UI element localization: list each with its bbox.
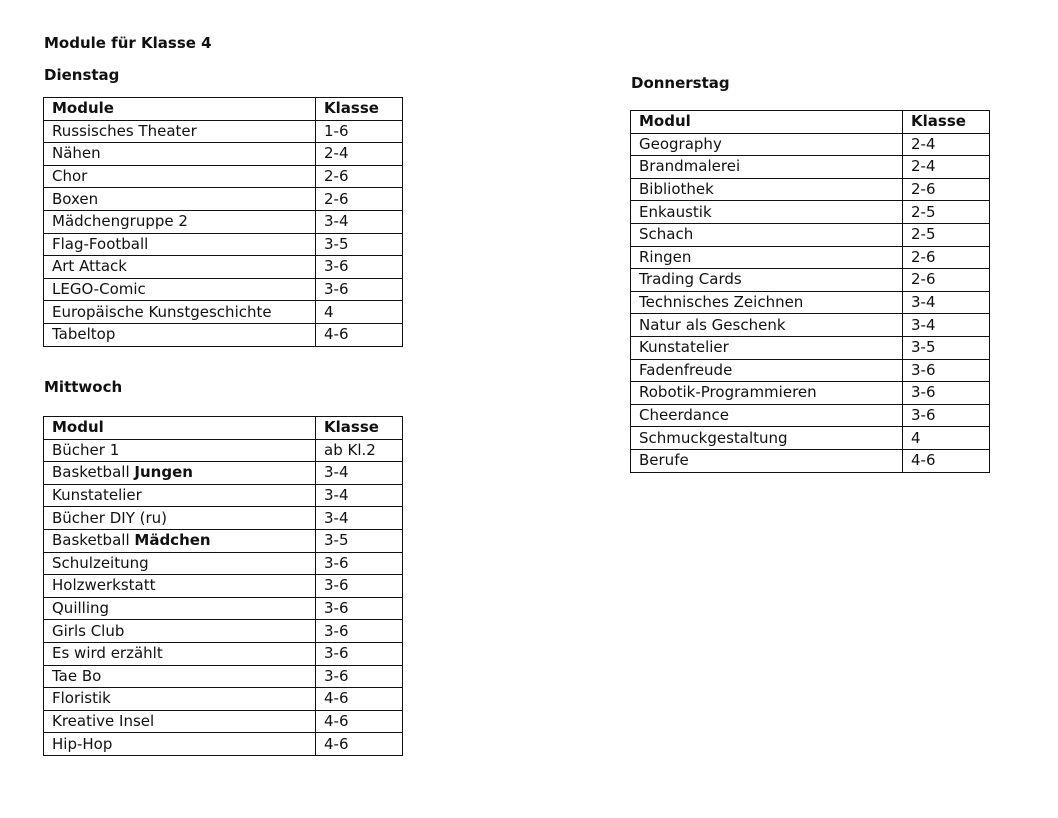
cell-klasse: 3-4 bbox=[316, 210, 403, 233]
cell-modul bbox=[44, 323, 316, 346]
table-row bbox=[44, 529, 403, 552]
modul-name: Flag-Football bbox=[52, 234, 149, 253]
table-header-row bbox=[44, 98, 403, 121]
table-row bbox=[44, 688, 403, 711]
cell-modul bbox=[44, 575, 316, 598]
table-row bbox=[631, 269, 990, 292]
cell-modul bbox=[44, 665, 316, 688]
modul-name: Mädchengruppe 2 bbox=[52, 212, 188, 231]
table-row bbox=[44, 620, 403, 643]
table-row bbox=[44, 210, 403, 233]
table-row bbox=[631, 382, 990, 405]
cell-modul bbox=[44, 439, 316, 462]
cell-modul bbox=[631, 178, 903, 201]
table-row bbox=[631, 223, 990, 246]
table-row bbox=[44, 665, 403, 688]
page-title: Module für Klasse 4 bbox=[44, 34, 212, 52]
table-row bbox=[631, 178, 990, 201]
cell-klasse: 2-6 bbox=[903, 178, 990, 201]
cell-modul bbox=[44, 642, 316, 665]
cell-klasse: 3-4 bbox=[903, 291, 990, 314]
modul-name: Kunstatelier bbox=[52, 486, 142, 505]
cell-klasse: 2-4 bbox=[316, 143, 403, 166]
cell-modul bbox=[44, 278, 316, 301]
modul-name: Cheerdance bbox=[639, 406, 730, 425]
cell-klasse: 3-5 bbox=[903, 336, 990, 359]
modul-name: Enkaustik bbox=[639, 202, 712, 221]
cell-modul bbox=[44, 462, 316, 485]
column-header-klasse: Klasse bbox=[316, 98, 403, 121]
modul-name: Basketball bbox=[52, 531, 135, 550]
cell-modul bbox=[44, 507, 316, 530]
modul-name: Technisches Zeichnen bbox=[639, 293, 804, 312]
cell-modul bbox=[44, 120, 316, 143]
modul-name: Schulzeitung bbox=[52, 553, 149, 572]
modul-name: Schmuckgestaltung bbox=[639, 428, 788, 447]
cell-modul bbox=[44, 552, 316, 575]
cell-klasse: 4-6 bbox=[316, 710, 403, 733]
cell-klasse: 3-6 bbox=[903, 359, 990, 382]
table-row bbox=[631, 449, 990, 472]
cell-modul bbox=[44, 256, 316, 279]
table-row bbox=[631, 359, 990, 382]
table-row bbox=[631, 201, 990, 224]
modul-name: Fadenfreude bbox=[639, 360, 733, 379]
modul-name: Art Attack bbox=[52, 257, 127, 276]
cell-modul bbox=[44, 188, 316, 211]
table-row bbox=[631, 336, 990, 359]
modul-name: Robotik-Programmieren bbox=[639, 383, 817, 402]
heading-donnerstag: Donnerstag bbox=[631, 74, 730, 92]
cell-modul bbox=[44, 301, 316, 324]
column-header-modul: Module bbox=[44, 98, 316, 121]
cell-klasse: 3-4 bbox=[903, 314, 990, 337]
table-row bbox=[44, 256, 403, 279]
modul-name: Chor bbox=[52, 167, 88, 186]
cell-klasse: 4 bbox=[903, 427, 990, 450]
modul-name: Girls Club bbox=[52, 621, 125, 640]
cell-modul bbox=[44, 165, 316, 188]
table-row bbox=[44, 188, 403, 211]
cell-klasse: 2-4 bbox=[903, 156, 990, 179]
cell-modul bbox=[631, 427, 903, 450]
cell-klasse: 3-4 bbox=[316, 507, 403, 530]
modul-name: Es wird erzählt bbox=[52, 644, 163, 663]
table-header-row bbox=[44, 417, 403, 440]
cell-modul bbox=[631, 133, 903, 156]
modul-name: Natur als Geschenk bbox=[639, 315, 786, 334]
table-row bbox=[44, 462, 403, 485]
cell-klasse: 2-5 bbox=[903, 201, 990, 224]
column-header-modul: Modul bbox=[631, 111, 903, 134]
column-header-modul: Modul bbox=[44, 417, 316, 440]
cell-klasse: 3-6 bbox=[316, 552, 403, 575]
cell-modul bbox=[44, 733, 316, 756]
table-row bbox=[631, 246, 990, 269]
modul-name: Bücher DIY (ru) bbox=[52, 508, 167, 527]
cell-klasse: 4-6 bbox=[316, 733, 403, 756]
table-row bbox=[44, 120, 403, 143]
table-row bbox=[631, 314, 990, 337]
cell-modul bbox=[44, 597, 316, 620]
modul-emphasis: Jungen bbox=[134, 463, 193, 482]
cell-modul bbox=[44, 143, 316, 166]
table-row bbox=[44, 233, 403, 256]
modul-emphasis: Mädchen bbox=[134, 531, 211, 550]
modul-name: Trading Cards bbox=[639, 270, 742, 289]
table-row bbox=[44, 484, 403, 507]
modul-name: Hip-Hop bbox=[52, 734, 113, 753]
table-donnerstag bbox=[630, 110, 990, 473]
table-row bbox=[44, 710, 403, 733]
column-header-klasse: Klasse bbox=[903, 111, 990, 134]
modul-name: Europäische Kunstgeschichte bbox=[52, 302, 272, 321]
cell-klasse: 2-6 bbox=[903, 269, 990, 292]
modul-name: Bücher 1 bbox=[52, 440, 120, 459]
cell-klasse: 3-6 bbox=[903, 404, 990, 427]
cell-klasse: 4-6 bbox=[316, 323, 403, 346]
table-row bbox=[44, 301, 403, 324]
modul-name: Holzwerkstatt bbox=[52, 576, 156, 595]
table-row bbox=[44, 165, 403, 188]
modul-name: Nähen bbox=[52, 144, 101, 163]
modul-name: Kunstatelier bbox=[639, 338, 729, 357]
modul-name: Schach bbox=[639, 225, 694, 244]
cell-modul bbox=[631, 246, 903, 269]
cell-klasse: 4-6 bbox=[903, 449, 990, 472]
table-row bbox=[44, 733, 403, 756]
column-header-klasse: Klasse bbox=[316, 417, 403, 440]
modul-name: Bibliothek bbox=[639, 180, 714, 199]
modul-name: Boxen bbox=[52, 189, 99, 208]
cell-klasse: 2-6 bbox=[316, 165, 403, 188]
table-mittwoch bbox=[43, 416, 403, 756]
cell-modul bbox=[44, 710, 316, 733]
cell-klasse: 3-6 bbox=[316, 642, 403, 665]
cell-modul bbox=[631, 269, 903, 292]
cell-klasse: 3-6 bbox=[316, 575, 403, 598]
table-row bbox=[44, 597, 403, 620]
cell-klasse: 3-6 bbox=[316, 620, 403, 643]
cell-klasse: 3-5 bbox=[316, 233, 403, 256]
cell-klasse: 3-6 bbox=[316, 278, 403, 301]
table-row bbox=[44, 575, 403, 598]
cell-klasse: 2-6 bbox=[903, 246, 990, 269]
cell-modul bbox=[44, 688, 316, 711]
table-row bbox=[631, 156, 990, 179]
modul-name: Russisches Theater bbox=[52, 121, 197, 140]
modul-name: Basketball bbox=[52, 463, 135, 482]
table-row bbox=[631, 133, 990, 156]
cell-modul bbox=[631, 201, 903, 224]
cell-modul bbox=[44, 484, 316, 507]
cell-klasse: 3-4 bbox=[316, 462, 403, 485]
modul-name: Tae Bo bbox=[52, 666, 102, 685]
cell-modul bbox=[631, 359, 903, 382]
modul-name: Quilling bbox=[52, 599, 110, 618]
cell-klasse: ab Kl.2 bbox=[316, 439, 403, 462]
modul-name: Ringen bbox=[639, 247, 692, 266]
cell-klasse: 2-5 bbox=[903, 223, 990, 246]
cell-klasse: 2-4 bbox=[903, 133, 990, 156]
cell-modul bbox=[631, 314, 903, 337]
modul-name: Brandmalerei bbox=[639, 157, 741, 176]
table-row bbox=[44, 143, 403, 166]
table-row bbox=[631, 427, 990, 450]
cell-modul bbox=[44, 210, 316, 233]
modul-name: Floristik bbox=[52, 689, 111, 708]
table-row bbox=[44, 642, 403, 665]
cell-modul bbox=[631, 404, 903, 427]
heading-mittwoch: Mittwoch bbox=[44, 378, 123, 396]
modul-name: Berufe bbox=[639, 451, 689, 470]
cell-modul bbox=[631, 449, 903, 472]
modul-name: LEGO-Comic bbox=[52, 280, 146, 299]
cell-klasse: 2-6 bbox=[316, 188, 403, 211]
cell-modul bbox=[631, 291, 903, 314]
table-row bbox=[44, 323, 403, 346]
cell-klasse: 4 bbox=[316, 301, 403, 324]
cell-klasse: 3-6 bbox=[316, 256, 403, 279]
cell-klasse: 4-6 bbox=[316, 688, 403, 711]
table-row bbox=[44, 439, 403, 462]
cell-klasse: 3-4 bbox=[316, 484, 403, 507]
cell-klasse: 3-6 bbox=[316, 665, 403, 688]
cell-modul bbox=[631, 156, 903, 179]
table-row bbox=[44, 507, 403, 530]
cell-modul bbox=[631, 382, 903, 405]
table-header-row bbox=[631, 111, 990, 134]
cell-modul bbox=[44, 620, 316, 643]
cell-modul bbox=[44, 529, 316, 552]
cell-klasse: 3-6 bbox=[903, 382, 990, 405]
table-row bbox=[631, 291, 990, 314]
cell-modul bbox=[631, 223, 903, 246]
cell-modul bbox=[44, 233, 316, 256]
table-row bbox=[44, 278, 403, 301]
table-row bbox=[44, 552, 403, 575]
table-row bbox=[631, 404, 990, 427]
cell-klasse: 3-5 bbox=[316, 529, 403, 552]
table-dienstag bbox=[43, 97, 403, 347]
heading-dienstag: Dienstag bbox=[44, 66, 120, 84]
modul-name: Kreative Insel bbox=[52, 712, 155, 731]
cell-klasse: 1-6 bbox=[316, 120, 403, 143]
modul-name: Tabeltop bbox=[52, 325, 116, 344]
cell-modul bbox=[631, 336, 903, 359]
cell-klasse: 3-6 bbox=[316, 597, 403, 620]
modul-name: Geography bbox=[639, 134, 722, 153]
